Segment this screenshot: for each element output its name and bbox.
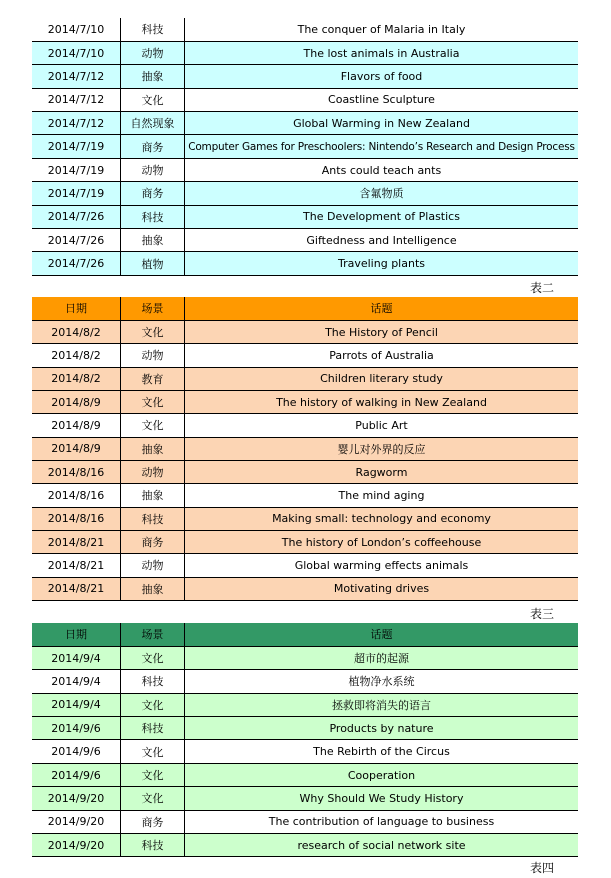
topic-cell: 婴儿对外界的反应 — [185, 437, 579, 460]
date-cell: 2014/8/9 — [32, 390, 121, 413]
table-row — [32, 763, 578, 786]
table-row — [32, 577, 578, 600]
topic-cell: The lost animals in Australia — [185, 41, 579, 64]
date-cell: 2014/9/6 — [32, 740, 121, 763]
date-cell: 2014/8/2 — [32, 367, 121, 390]
table-row — [32, 320, 578, 343]
scene-cell: 文化 — [121, 763, 185, 786]
topic-cell: The History of Pencil — [185, 320, 579, 343]
scene-cell: 科技 — [121, 834, 185, 857]
header-topic: 话题 — [185, 297, 579, 320]
date-cell: 2014/8/16 — [32, 460, 121, 483]
date-cell: 2014/7/19 — [32, 182, 121, 205]
schedule-table-july — [32, 18, 578, 276]
topic-cell: Traveling plants — [185, 252, 579, 275]
header-date: 日期 — [32, 623, 121, 646]
topic-cell: Coastline Sculpture — [185, 88, 579, 111]
date-cell: 2014/7/19 — [32, 135, 121, 158]
scene-cell: 植物 — [121, 252, 185, 275]
date-cell: 2014/9/20 — [32, 787, 121, 810]
table-row — [32, 787, 578, 810]
table-caption: 表四 — [530, 861, 555, 875]
topic-cell: Motivating drives — [185, 577, 579, 600]
header-scene: 场景 — [121, 623, 185, 646]
scene-cell: 抽象 — [121, 65, 185, 88]
scene-cell: 科技 — [121, 18, 185, 41]
topic-cell: Products by nature — [185, 717, 579, 740]
table-row — [32, 437, 578, 460]
table-header-row — [32, 623, 578, 646]
topic-cell: 含氟物质 — [185, 182, 579, 205]
date-cell: 2014/7/12 — [32, 65, 121, 88]
table-row — [32, 112, 578, 135]
topic-cell: 拯救即将消失的语言 — [185, 693, 579, 716]
scene-cell: 教育 — [121, 367, 185, 390]
topic-cell: The Rebirth of the Circus — [185, 740, 579, 763]
scene-cell: 动物 — [121, 344, 185, 367]
date-cell: 2014/8/21 — [32, 577, 121, 600]
topic-cell: Parrots of Australia — [185, 344, 579, 367]
topic-cell: Why Should We Study History — [185, 787, 579, 810]
scene-cell: 商务 — [121, 530, 185, 553]
header-topic: 话题 — [185, 623, 579, 646]
date-cell: 2014/7/26 — [32, 229, 121, 252]
schedule-table-august — [32, 297, 578, 601]
scene-cell: 抽象 — [121, 484, 185, 507]
table-caption: 表三 — [530, 607, 555, 621]
table-row — [32, 65, 578, 88]
scene-cell: 科技 — [121, 205, 185, 228]
topic-cell: Flavors of food — [185, 65, 579, 88]
table-row — [32, 414, 578, 437]
date-cell: 2014/9/4 — [32, 646, 121, 669]
topic-cell: 超市的起源 — [185, 646, 579, 669]
table-row — [32, 460, 578, 483]
topic-cell: Public Art — [185, 414, 579, 437]
date-cell: 2014/7/12 — [32, 112, 121, 135]
date-cell: 2014/8/21 — [32, 554, 121, 577]
table-row — [32, 367, 578, 390]
date-cell: 2014/8/2 — [32, 344, 121, 367]
topic-cell: Giftedness and Intelligence — [185, 229, 579, 252]
scene-cell: 文化 — [121, 787, 185, 810]
table-row — [32, 41, 578, 64]
table-row — [32, 229, 578, 252]
table-caption: 表二 — [530, 281, 555, 295]
header-scene: 场景 — [121, 297, 185, 320]
scene-cell: 动物 — [121, 41, 185, 64]
scene-cell: 抽象 — [121, 577, 185, 600]
table-row — [32, 530, 578, 553]
date-cell: 2014/7/19 — [32, 158, 121, 181]
date-cell: 2014/8/9 — [32, 414, 121, 437]
scene-cell: 动物 — [121, 460, 185, 483]
topic-cell: Ragworm — [185, 460, 579, 483]
topic-cell: The history of walking in New Zealand — [185, 390, 579, 413]
header-date: 日期 — [32, 297, 121, 320]
date-cell: 2014/8/21 — [32, 530, 121, 553]
date-cell: 2014/9/20 — [32, 810, 121, 833]
table-row — [32, 205, 578, 228]
date-cell: 2014/9/4 — [32, 693, 121, 716]
table-row — [32, 810, 578, 833]
table-row — [32, 344, 578, 367]
scene-cell: 商务 — [121, 135, 185, 158]
topic-cell: Cooperation — [185, 763, 579, 786]
scene-cell: 商务 — [121, 810, 185, 833]
scene-cell: 抽象 — [121, 229, 185, 252]
scene-cell: 文化 — [121, 414, 185, 437]
table-row — [32, 507, 578, 530]
topic-cell: Making small: technology and economy — [185, 507, 579, 530]
table-row — [32, 252, 578, 275]
date-cell: 2014/7/26 — [32, 252, 121, 275]
date-cell: 2014/9/6 — [32, 763, 121, 786]
scene-cell: 文化 — [121, 693, 185, 716]
scene-cell: 动物 — [121, 158, 185, 181]
topic-cell: The Development of Plastics — [185, 205, 579, 228]
topic-cell: 植物净水系统 — [185, 670, 579, 693]
topic-cell: Global Warming in New Zealand — [185, 112, 579, 135]
scene-cell: 动物 — [121, 554, 185, 577]
date-cell: 2014/9/20 — [32, 834, 121, 857]
date-cell: 2014/8/16 — [32, 484, 121, 507]
table-row — [32, 88, 578, 111]
schedule-table-september — [32, 623, 578, 857]
topic-cell: The contribution of language to business — [185, 810, 579, 833]
scene-cell: 科技 — [121, 717, 185, 740]
date-cell: 2014/9/4 — [32, 670, 121, 693]
scene-cell: 抽象 — [121, 437, 185, 460]
scene-cell: 文化 — [121, 646, 185, 669]
topic-cell: The conquer of Malaria in Italy — [185, 18, 579, 41]
table-header-row — [32, 297, 578, 320]
topic-cell: research of social network site — [185, 834, 579, 857]
table-row — [32, 693, 578, 716]
scene-cell: 科技 — [121, 507, 185, 530]
date-cell: 2014/8/9 — [32, 437, 121, 460]
date-cell: 2014/9/6 — [32, 717, 121, 740]
scene-cell: 文化 — [121, 88, 185, 111]
scene-cell: 文化 — [121, 320, 185, 343]
table-row — [32, 740, 578, 763]
scene-cell: 文化 — [121, 740, 185, 763]
scene-cell: 文化 — [121, 390, 185, 413]
table-row — [32, 135, 578, 158]
table-row — [32, 670, 578, 693]
table-row — [32, 717, 578, 740]
date-cell: 2014/8/16 — [32, 507, 121, 530]
table-row — [32, 390, 578, 413]
topic-cell: The history of London’s coffeehouse — [185, 530, 579, 553]
table-row — [32, 554, 578, 577]
table-row — [32, 182, 578, 205]
topic-cell: Computer Games for Preschoolers: Nintendo’s Research and Design Process — [185, 135, 579, 158]
scene-cell: 商务 — [121, 182, 185, 205]
table-row — [32, 18, 578, 41]
table-row — [32, 646, 578, 669]
table-row — [32, 834, 578, 857]
topic-cell: Ants could teach ants — [185, 158, 579, 181]
topic-cell: Children literary study — [185, 367, 579, 390]
topic-cell: The mind aging — [185, 484, 579, 507]
table-row — [32, 484, 578, 507]
date-cell: 2014/8/2 — [32, 320, 121, 343]
table-row — [32, 158, 578, 181]
scene-cell: 自然现象 — [121, 112, 185, 135]
date-cell: 2014/7/10 — [32, 41, 121, 64]
date-cell: 2014/7/12 — [32, 88, 121, 111]
date-cell: 2014/7/10 — [32, 18, 121, 41]
date-cell: 2014/7/26 — [32, 205, 121, 228]
scene-cell: 科技 — [121, 670, 185, 693]
topic-cell: Global warming effects animals — [185, 554, 579, 577]
